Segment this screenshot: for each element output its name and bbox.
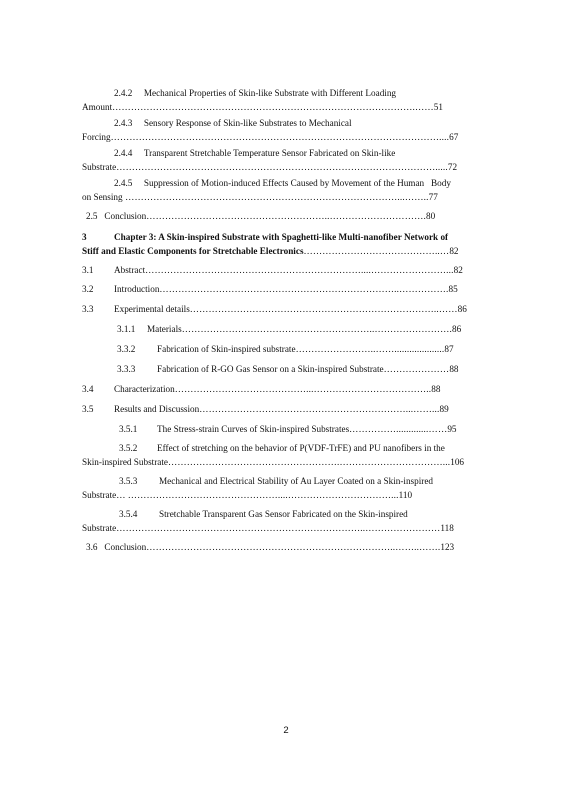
toc-page-number: 88 — [431, 384, 441, 394]
toc-title: Introduction — [114, 284, 160, 294]
toc-number: 3.5.1 — [119, 424, 138, 434]
toc-number: 2.4.5 — [114, 178, 133, 188]
toc-page-number: 88 — [449, 364, 459, 374]
toc-number: 2.5 — [86, 211, 98, 221]
toc-number: 3.3.2 — [117, 344, 136, 354]
toc-page-number: 80 — [425, 211, 436, 221]
toc-title: Mechanical and Electrical Stability of Au Layer Coated on a Skin-inspired — [159, 476, 434, 486]
toc-entry-2-5[interactable] — [86, 209, 487, 223]
toc-title: The Stress-strain Curves of Skin-inspired Substrates — [157, 424, 350, 434]
toc-number: 3.5.4 — [119, 509, 138, 519]
toc-number: 3.5.3 — [119, 476, 138, 486]
toc-leader-dots: ……………………………………………………………....……………………... — [145, 265, 454, 275]
toc-page-number: 110 — [398, 490, 413, 500]
toc-number: 3.1.1 — [117, 324, 136, 334]
toc-title-continued: Stiff and Elastic Components for Stretchable Electronics — [82, 246, 304, 256]
toc-title-continued: Substrate — [82, 162, 117, 172]
toc-entry-3-5[interactable] — [82, 402, 487, 416]
toc-leader-dots: …………….............…… — [349, 424, 448, 434]
toc-entry-2-4-4[interactable] — [82, 146, 487, 174]
toc-leader-dots: …………………………………………………..…………………………. — [146, 211, 426, 221]
toc-title-continued: Skin-inspired Substrate — [82, 457, 168, 467]
toc-entry-3-5-1[interactable] — [119, 422, 487, 436]
toc-leader-dots: …………………………………………………………………..……………. — [159, 284, 449, 294]
toc-number: 3.2 — [82, 284, 94, 294]
toc-title: Mechanical Properties of Skin-like Substrate with Different Loading — [143, 88, 397, 98]
toc-title: Fabrication of Skin-inspired substrate — [157, 344, 296, 354]
toc-title: Sensory Response of Skin-like Substrates to Mechanical — [143, 118, 352, 128]
toc-entry-3-5-3[interactable] — [82, 474, 487, 502]
toc-leader-dots: ……………………………………………………………………………...…….. — [122, 192, 429, 202]
toc-leader-dots: ……………………………………...……………………………….. — [174, 384, 432, 394]
toc-leader-dots: ……………………..…….................... — [295, 344, 445, 354]
toc-page-number: 72 — [447, 162, 458, 172]
toc-leader-dots: …………………………………………....……………………………... — [127, 490, 399, 500]
toc-page-number: 95 — [447, 424, 457, 434]
toc-entry-3-1-1[interactable] — [117, 322, 487, 336]
toc-number: 2.4.4 — [114, 148, 133, 158]
toc-number: 2.4.3 — [114, 118, 133, 128]
toc-title-continued: Amount — [82, 102, 113, 112]
toc-leader-dots: …………………………………………………………………………………….…… — [112, 102, 434, 112]
toc-number: 3.3 — [82, 304, 94, 314]
toc-number: 3.4 — [82, 384, 94, 394]
toc-page-number: 82 — [449, 246, 459, 256]
toc-page-number: 85 — [448, 284, 458, 294]
toc-leader-dots: ……………………………………………………..……………………. — [181, 324, 453, 334]
page-number: 2 — [283, 725, 289, 736]
toc-number: 3.5 — [82, 404, 94, 414]
toc-page-number: 86 — [457, 304, 467, 314]
toc-title: Stretchable Transparent Gas Sensor Fabricated on the Skin-inspired — [159, 509, 408, 519]
toc-leader-dots: …………………………………………………………………………………………….... — [110, 132, 450, 142]
toc-page-number: 82 — [453, 265, 463, 275]
toc-leader-dots: ……………………………………………………………………..……..……. — [146, 542, 441, 552]
toc-number: 2.4.2 — [114, 88, 133, 98]
toc-page-number: 87 — [444, 344, 454, 354]
toc-entry-3-2[interactable] — [82, 282, 487, 296]
toc-title: Chapter 3: A Skin-inspired Substrate with Spaghetti-like Multi-nanofiber Network of — [114, 232, 449, 242]
toc-entry-3-1[interactable] — [82, 263, 487, 277]
toc-page-number: 86 — [452, 324, 462, 334]
toc-title: Transparent Stretchable Temperature Sensor Fabricated on Skin-like — [143, 148, 396, 158]
toc-page-number: 106 — [450, 457, 465, 467]
toc-page-number: 67 — [449, 132, 459, 142]
toc-page-number: 77 — [428, 192, 438, 202]
toc-entry-2-4-5[interactable] — [82, 176, 487, 204]
toc-entry-3-5-2[interactable] — [82, 441, 487, 469]
toc-number: 3.1 — [82, 265, 94, 275]
toc-entry-3-3-3[interactable] — [117, 362, 487, 376]
toc-number: 3.6 — [86, 542, 98, 552]
toc-title: Conclusion — [104, 211, 147, 221]
toc-title: Fabrication of R-GO Gas Sensor on a Skin-inspired Substrate — [157, 364, 384, 374]
toc-title: Conclusion — [104, 542, 147, 552]
toc-leader-dots: ……………………………………………………………………..…… — [189, 304, 458, 314]
toc-page-number: 51 — [433, 102, 443, 112]
toc-title: Materials — [147, 324, 182, 334]
toc-page-number: 89 — [439, 404, 449, 414]
toc-title: Suppression of Motion-induced Effects Caused by Movement of the Human Body — [143, 178, 451, 188]
toc-entry-3-6[interactable] — [86, 540, 487, 554]
toc-title-continued: Substrate… — [82, 490, 128, 500]
toc-number: 3.3.3 — [117, 364, 136, 374]
toc-title-continued: on Sensing — [82, 192, 123, 202]
toc-leader-dots: …………………………………………………………………………………………..... — [116, 162, 448, 172]
toc-title-continued: Substrate — [82, 523, 117, 533]
toc-title-continued: Forcing — [82, 132, 111, 142]
toc-page-number: 118 — [440, 523, 454, 533]
toc-leader-dots: ……………………………………………………………………..…………………… — [116, 523, 441, 533]
toc-leader-dots: ……………………………………………….……………………………... — [168, 457, 451, 467]
toc-title: Results and Discussion — [114, 404, 200, 414]
toc-title: Effect of stretching on the behavior of P(VDF-TrFE) and PU nanofibers in the — [157, 443, 445, 453]
toc-entry-chapter-3[interactable] — [82, 230, 487, 258]
toc-entry-2-4-2[interactable] — [82, 86, 487, 114]
toc-title: Experimental details — [114, 304, 190, 314]
toc-entry-3-4[interactable] — [82, 382, 487, 396]
toc-page-number: 123 — [440, 542, 455, 552]
toc-leader-dots: ………………… — [383, 364, 450, 374]
toc-leader-dots: ……………………………………..… — [303, 246, 450, 256]
toc-leader-dots: …………………………………………………………...……... — [199, 404, 440, 414]
toc-number: 3.5.2 — [119, 443, 138, 453]
toc-entry-2-4-3[interactable] — [82, 116, 487, 144]
toc-entry-3-3[interactable] — [82, 302, 487, 316]
toc-entry-3-5-4[interactable] — [82, 507, 487, 535]
toc-entry-3-3-2[interactable] — [117, 342, 487, 356]
toc-title: Abstract — [114, 265, 146, 275]
toc-number: 3 — [82, 232, 87, 242]
toc-title: Characterization — [114, 384, 175, 394]
